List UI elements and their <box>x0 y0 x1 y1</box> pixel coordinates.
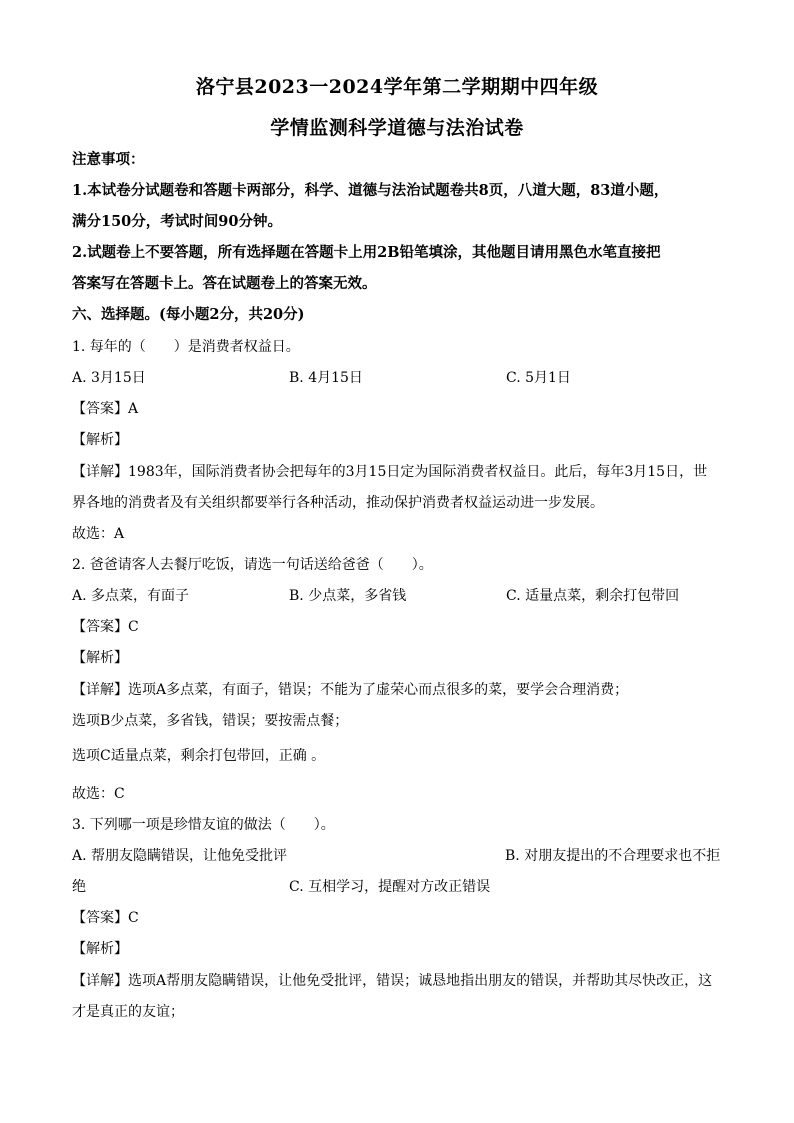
notice-item-1-line-1: 1.本试卷分试题卷和答题卡两部分，科学、道德与法治试题卷共8页，八道大题，83道小题， <box>72 182 669 199</box>
q1-option-a: A. 3月15日 <box>72 370 146 386</box>
q1-stem: 1. 每年的（ ）是消费者权益日。 <box>72 339 300 355</box>
section-heading: 六、选择题。(每小题2分，共20分) <box>72 306 305 323</box>
q1-detail-line-1: 【详解】1983年，国际消费者协会把每年的3月15日定为国际消费者权益日。此后，每年3月15日，世 <box>72 464 708 480</box>
q3-detail-line-1: 【详解】选项A帮朋友隐瞒错误，让他免受批评，错误；诚恳地指出朋友的错误，并帮助其尽快改正，这 <box>72 973 713 989</box>
q2-answer: 【答案】C <box>72 619 139 635</box>
q2-choice: 故选：C <box>72 786 125 802</box>
q2-detail-line-1: 【详解】选项A多点菜，有面子，错误；不能为了虚荣心而点很多的菜，要学会合理消费； <box>72 682 629 698</box>
q1-detail-line-2: 界各地的消费者及有关组织都要举行各种活动，推动保护消费者权益运动进一步发展。 <box>72 495 604 511</box>
q1-answer: 【答案】A <box>72 401 139 417</box>
q2-option-a: A. 多点菜，有面子 <box>72 588 190 604</box>
q2-option-c: C. 适量点菜，剩余打包带回 <box>506 588 680 604</box>
q2-detail-line-2: 选项B少点菜，多省钱，错误；要按需点餐； <box>72 713 349 729</box>
notice-item-2-line-1: 2.试题卷上不要答题，所有选择题在答题卡上用2B铅笔填涂，其他题目请用黑色水笔直接把 <box>72 244 661 261</box>
q2-stem: 2. 爸爸请客人去餐厅吃饭，请选一句话送给爸爸（ ）。 <box>72 557 433 573</box>
q3-option-b-part-1: B. 对朋友提出的不合理要求也不拒 <box>505 848 721 864</box>
q3-stem: 3. 下列哪一项是珍惜友谊的做法（ ）。 <box>72 817 335 833</box>
q1-choice: 故选：A <box>72 526 125 542</box>
title-line-2: 学情监测科学道德与法治试卷 <box>270 117 524 139</box>
notice-heading: 注意事项： <box>72 151 145 168</box>
q2-analysis-label: 【解析】 <box>72 650 128 666</box>
q2-detail-line-3: 选项C适量点菜，剩余打包带回，正确 。 <box>72 748 326 764</box>
notice-item-2-line-2: 答案写在答题卡上。答在试题卷上的答案无效。 <box>72 275 377 292</box>
q3-answer: 【答案】C <box>72 910 139 926</box>
q3-detail-line-2: 才是真正的友谊； <box>72 1004 184 1020</box>
q3-option-c: C. 互相学习，提醒对方改正错误 <box>289 879 491 895</box>
q1-option-b: B. 4月15日 <box>289 370 363 386</box>
q3-analysis-label: 【解析】 <box>72 941 128 957</box>
q3-option-b-part-2: 绝 <box>72 879 86 895</box>
notice-item-1-line-2: 满分150分，考试时间90分钟。 <box>72 213 282 230</box>
title-line-1: 洛宁县2023一2024学年第二学期期中四年级 <box>195 76 599 98</box>
q2-option-b: B. 少点菜，多省钱 <box>289 588 407 604</box>
q3-option-a: A. 帮朋友隐瞒错误，让他免受批评 <box>72 848 288 864</box>
q1-analysis-label: 【解析】 <box>72 432 128 448</box>
q1-option-c: C. 5月1日 <box>506 370 571 386</box>
